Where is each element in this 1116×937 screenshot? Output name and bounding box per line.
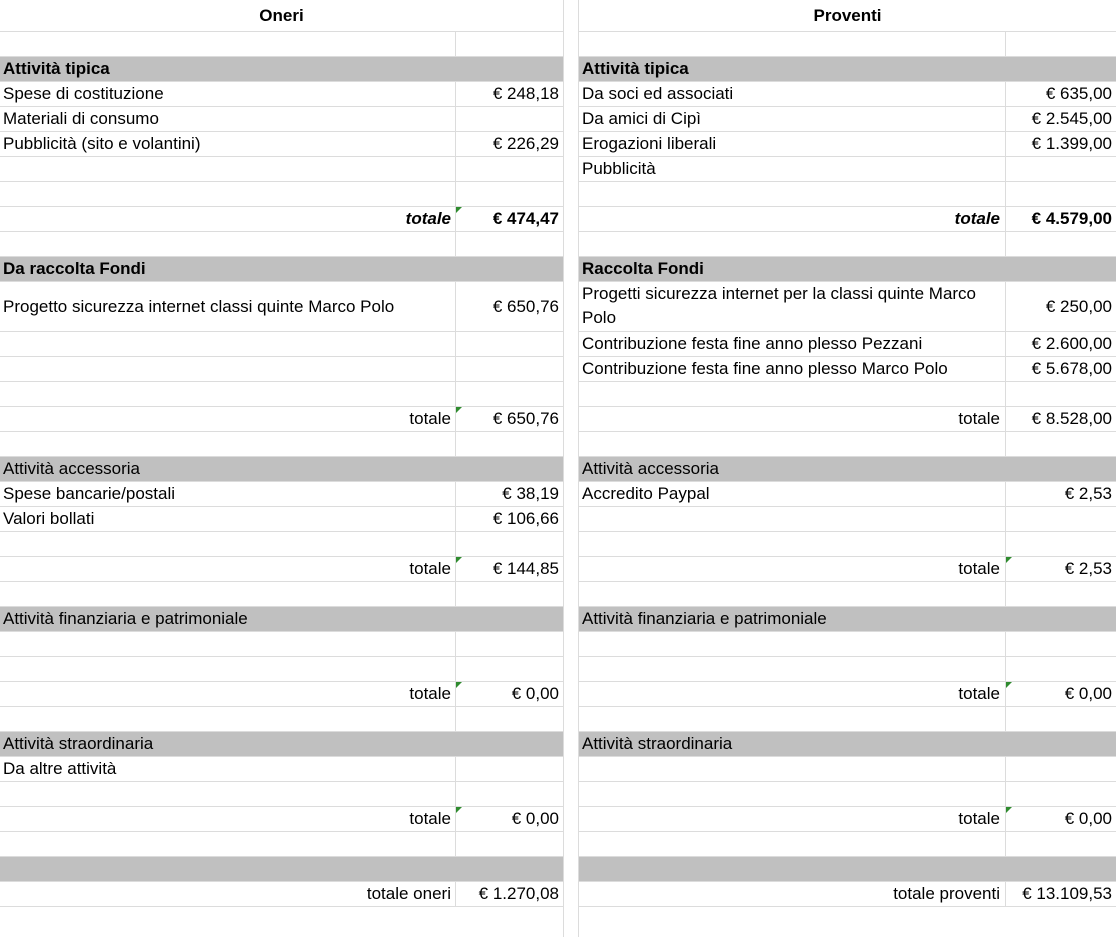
total-row[interactable] <box>0 407 563 432</box>
total-value: € 144,85 <box>492 559 559 578</box>
grand-total-label: totale proventi <box>893 884 1000 903</box>
empty-row[interactable] <box>0 657 563 682</box>
gray-separator-row[interactable] <box>0 857 563 882</box>
grand-total-value: € 13.109,53 <box>1022 884 1112 903</box>
table-row[interactable] <box>579 332 1116 357</box>
empty-row[interactable] <box>0 232 563 257</box>
total-label: totale <box>409 559 451 578</box>
proventi-header-row[interactable] <box>579 0 1116 32</box>
total-label: totale <box>958 409 1000 428</box>
section-heading: Attività straordinaria <box>582 734 733 753</box>
table-row[interactable] <box>0 82 563 107</box>
item-label: Spese di costituzione <box>3 84 164 103</box>
comment-marker-icon <box>456 682 462 688</box>
empty-row[interactable] <box>579 532 1116 557</box>
table-row[interactable] <box>0 107 563 132</box>
total-value: € 0,00 <box>511 684 559 703</box>
comment-marker-icon <box>456 557 462 563</box>
table-row[interactable] <box>0 507 563 532</box>
item-label: Spese bancarie/postali <box>3 484 176 503</box>
empty-row[interactable] <box>579 782 1116 807</box>
empty-row[interactable] <box>0 432 563 457</box>
item-label: Materiali di consumo <box>3 109 159 128</box>
total-label: totale <box>409 809 451 828</box>
section-heading: Attività finanziaria e patrimoniale <box>582 609 827 628</box>
empty-row[interactable] <box>579 582 1116 607</box>
grand-total-value: € 1.270,08 <box>478 884 559 903</box>
item-value: € 2.545,00 <box>1031 109 1112 128</box>
total-value: € 650,76 <box>492 409 559 428</box>
gray-separator-row[interactable] <box>579 857 1116 882</box>
table-row[interactable] <box>0 132 563 157</box>
proventi-section-finanziaria[interactable] <box>579 607 1116 632</box>
empty-row[interactable] <box>579 182 1116 207</box>
oneri-section-accessoria[interactable] <box>0 457 563 482</box>
table-row[interactable] <box>579 107 1116 132</box>
item-label: Da soci ed associati <box>582 84 734 103</box>
empty-row[interactable] <box>0 382 563 407</box>
item-value: € 2.600,00 <box>1031 334 1112 353</box>
item-value: € 2,53 <box>1064 484 1112 503</box>
total-row[interactable] <box>579 407 1116 432</box>
table-row[interactable] <box>0 482 563 507</box>
comment-marker-icon <box>1006 807 1012 813</box>
total-row[interactable] <box>0 682 563 707</box>
grand-total-label: totale oneri <box>366 884 451 903</box>
empty-row[interactable] <box>0 332 563 357</box>
item-label: Da altre attività <box>3 759 117 778</box>
item-label: Pubblicità (sito e volantini) <box>3 134 201 153</box>
item-value: € 106,66 <box>492 509 559 528</box>
empty-row[interactable] <box>0 582 563 607</box>
empty-row[interactable] <box>579 832 1116 857</box>
empty-row[interactable] <box>579 757 1116 782</box>
empty-row[interactable] <box>579 432 1116 457</box>
table-row[interactable] <box>579 82 1116 107</box>
total-value: € 0,00 <box>1064 809 1112 828</box>
empty-row[interactable] <box>579 507 1116 532</box>
proventi-section-straordinaria[interactable] <box>579 732 1116 757</box>
table-row[interactable] <box>579 482 1116 507</box>
total-label: totale <box>954 209 1000 228</box>
empty-row[interactable] <box>579 232 1116 257</box>
section-heading: Da raccolta Fondi <box>3 259 146 278</box>
proventi-section-attivita-tipica[interactable] <box>579 57 1116 82</box>
oneri-title: Oneri <box>259 6 304 25</box>
item-value: € 635,00 <box>1045 84 1112 103</box>
column-gutter <box>563 0 579 937</box>
item-value: € 226,29 <box>492 134 559 153</box>
item-value: € 5.678,00 <box>1031 359 1112 378</box>
total-value: € 0,00 <box>1064 684 1112 703</box>
empty-row[interactable] <box>0 182 563 207</box>
table-row[interactable] <box>579 357 1116 382</box>
total-label: totale <box>409 409 451 428</box>
oneri-section-attivita-tipica[interactable] <box>0 57 563 82</box>
item-label: Contribuzione festa fine anno plesso Pezzani <box>582 334 923 353</box>
item-label: Progetto sicurezza internet classi quinte Marco Polo <box>3 297 395 316</box>
empty-row[interactable] <box>0 532 563 557</box>
empty-row[interactable] <box>579 32 1116 57</box>
empty-row[interactable] <box>0 832 563 857</box>
empty-row[interactable] <box>0 782 563 807</box>
empty-row[interactable] <box>579 382 1116 407</box>
empty-row[interactable] <box>0 707 563 732</box>
total-row[interactable] <box>579 207 1116 232</box>
table-row[interactable] <box>0 757 563 782</box>
total-row[interactable] <box>579 682 1116 707</box>
item-label: Contribuzione festa fine anno plesso Marco Polo <box>582 359 948 378</box>
proventi-section-raccolta-fondi[interactable] <box>579 257 1116 282</box>
total-label: totale <box>405 209 451 228</box>
proventi-title: Proventi <box>813 6 882 25</box>
item-value: € 1.399,00 <box>1031 134 1112 153</box>
total-row[interactable] <box>579 557 1116 582</box>
item-label: Progetti sicurezza internet per la classi quinte Marco Polo <box>582 284 977 327</box>
comment-marker-icon <box>1006 557 1012 563</box>
oneri-section-straordinaria[interactable] <box>0 732 563 757</box>
total-row[interactable] <box>0 807 563 832</box>
proventi-column <box>579 0 1116 907</box>
item-value: € 248,18 <box>492 84 559 103</box>
comment-marker-icon <box>456 807 462 813</box>
section-heading: Raccolta Fondi <box>582 259 704 278</box>
oneri-header-row[interactable] <box>0 0 563 32</box>
section-heading: Attività accessoria <box>3 459 140 478</box>
grand-total-row[interactable] <box>0 882 563 907</box>
total-value: € 4.579,00 <box>1031 209 1112 228</box>
oneri-column <box>0 0 563 907</box>
total-value: € 2,53 <box>1064 559 1112 578</box>
total-value: € 8.528,00 <box>1031 409 1112 428</box>
grand-total-row[interactable] <box>579 882 1116 907</box>
proventi-section-accessoria[interactable] <box>579 457 1116 482</box>
item-label: Accredito Paypal <box>582 484 710 503</box>
oneri-section-raccolta-fondi[interactable] <box>0 257 563 282</box>
section-heading: Attività tipica <box>3 59 110 78</box>
section-heading: Attività accessoria <box>582 459 719 478</box>
total-value: € 474,47 <box>492 209 559 228</box>
table-row[interactable] <box>579 157 1116 182</box>
total-label: totale <box>958 684 1000 703</box>
total-label: totale <box>958 809 1000 828</box>
total-row[interactable] <box>579 807 1116 832</box>
section-heading: Attività finanziaria e patrimoniale <box>3 609 248 628</box>
empty-row[interactable] <box>579 632 1116 657</box>
oneri-section-finanziaria[interactable] <box>0 607 563 632</box>
item-label: Pubblicità <box>582 159 656 178</box>
section-heading: Attività tipica <box>582 59 689 78</box>
empty-row[interactable] <box>579 707 1116 732</box>
total-label: totale <box>958 559 1000 578</box>
total-label: totale <box>409 684 451 703</box>
item-label: Da amici di Cipì <box>582 109 702 128</box>
section-heading: Attività straordinaria <box>3 734 154 753</box>
total-row[interactable] <box>0 557 563 582</box>
item-label: Erogazioni liberali <box>582 134 717 153</box>
item-value: € 650,76 <box>492 297 559 316</box>
comment-marker-icon <box>1006 682 1012 688</box>
table-row[interactable] <box>579 282 1116 332</box>
table-row[interactable] <box>579 132 1116 157</box>
comment-marker-icon <box>456 207 462 213</box>
empty-row[interactable] <box>0 632 563 657</box>
item-label: Valori bollati <box>3 509 95 528</box>
comment-marker-icon <box>456 407 462 413</box>
empty-row[interactable] <box>579 657 1116 682</box>
total-row[interactable] <box>0 207 563 232</box>
total-value: € 0,00 <box>511 809 559 828</box>
item-value: € 250,00 <box>1045 297 1112 316</box>
item-value: € 38,19 <box>502 484 559 503</box>
empty-row[interactable] <box>0 32 563 57</box>
table-row[interactable] <box>0 282 563 332</box>
empty-row[interactable] <box>0 357 563 382</box>
empty-row[interactable] <box>0 157 563 182</box>
